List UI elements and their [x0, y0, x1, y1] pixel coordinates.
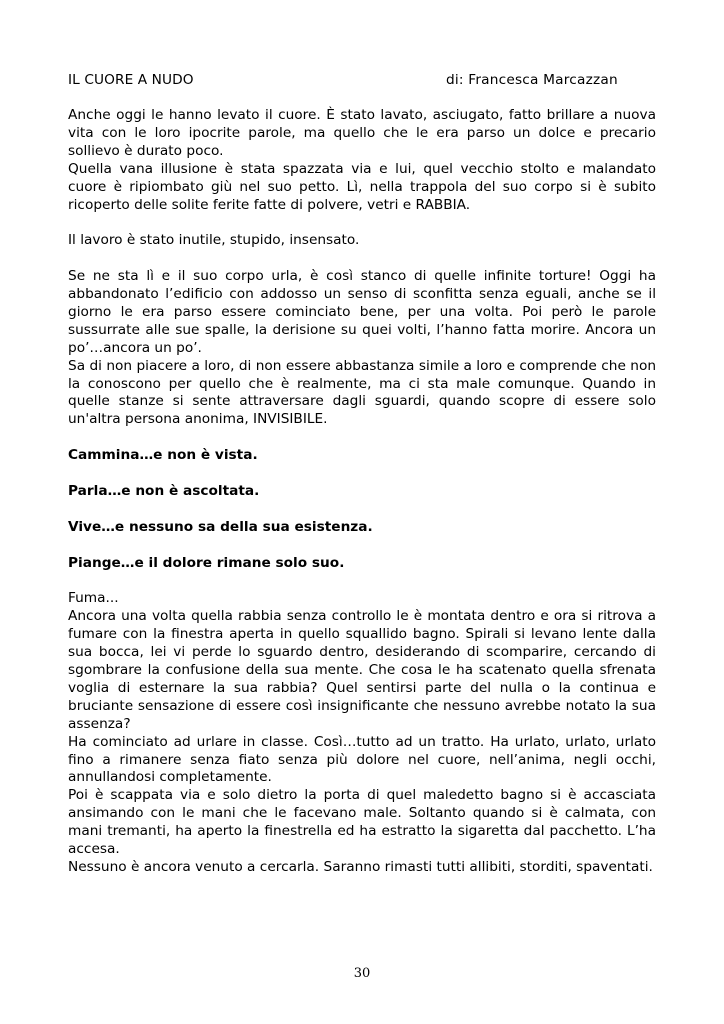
paragraph: Poi è scappata via e solo dietro la porta di quel maledetto bagno si è accasciata ansimando con le mani che le facevano male. Soltanto quando si è calmata, con mani tremanti, ha aperto la finestrella ed ha estratto la sigaretta dal pacchetto. L’ha accesa.: [68, 787, 656, 858]
spacer: [68, 501, 656, 519]
document-page: [68, 72, 656, 877]
paragraph: Nessuno è ancora venuto a cercarla. Saranno rimasti tutti allibiti, storditi, spaventati.: [68, 858, 653, 875]
bold-line: Vive…e nessuno sa della sua esistenza.: [68, 518, 373, 535]
spacer: [68, 250, 656, 268]
paragraph: Ancora una volta quella rabbia senza controllo le è montata dentro e ora si ritrova a fumare con la finestra aperta in quello squallido bagno. Spirali si levano lente dalla sua bocca, lei vi perde lo sguardo dentro, desiderando di scomparire, cercando di sgombrare la confusione della sua mente. Che cosa le ha scatenato quella sfrenata voglia di esternare la sua rabbia? Quel sentirsi parte del nulla o la continua e bruciante sensazione di essere così insignificante che nessuno avrebbe notato la sua assenza?: [68, 608, 656, 732]
bold-line: Piange…e il dolore rimane solo suo.: [68, 554, 345, 571]
document-header: [68, 72, 656, 90]
page-number: 30: [353, 966, 371, 981]
spacer: [68, 537, 656, 555]
paragraph: Anche oggi le hanno levato il cuore. È stato lavato, asciugato, fatto brillare a nuova vita con le loro ipocrite parole, ma quello che le era parso un dolce e precario sollievo è durato poco.: [68, 107, 656, 159]
spacer: [68, 465, 656, 483]
bold-line: Parla…e non è ascoltata.: [68, 482, 260, 499]
paragraph: Quella vana illusione è stata spazzata via e lui, quel vecchio stolto e malandato cuore è ripiombato giù nel suo petto. Lì, nella trappola del suo corpo si è subito ricoperto delle solite ferite fatte di polvere, vetri e RABBIA.: [68, 160, 656, 213]
paragraph: Ha cominciato ad urlare in classe. Così…tutto ad un tratto. Ha urlato, urlato, urlato fino a rimanere senza fiato senza più dolore nel cuore, nell’anima, negli occhi, annullandosi completamente.: [68, 733, 656, 786]
document-author: di: Francesca Marcazzan: [446, 72, 618, 88]
spacer: [68, 572, 656, 590]
spacer: [68, 214, 656, 232]
paragraph: Il lavoro è stato inutile, stupido, insensato.: [68, 232, 360, 249]
paragraph: Fuma...: [68, 590, 119, 607]
spacer: [68, 429, 656, 447]
paragraph: Sa di non piacere a loro, di non essere abbastanza simile a loro e comprende che non la conoscono per quello che è realmente, ma ci sta male comunque. Quando in quelle stanze si sente attraversare dagli sguardi, quando scopre di essere solo un'altra persona anonima, INVISIBILE.: [68, 357, 656, 428]
document-title: IL CUORE A NUDO: [68, 72, 194, 88]
bold-line: Cammina…e non è vista.: [68, 447, 258, 464]
paragraph: Se ne sta lì e il suo corpo urla, è così stanco di quelle infinite torture! Oggi ha abbandonato l’edificio con addosso un senso di sconfitta senza eguali, anche se il giorno le era parso essere cominciato bene, per una volta. Poi però le parole sussurrate alle sue spalle, la derisione su quei volti, l’hanno fatta morire. Ancora un po’…ancora un po’.: [68, 268, 656, 356]
